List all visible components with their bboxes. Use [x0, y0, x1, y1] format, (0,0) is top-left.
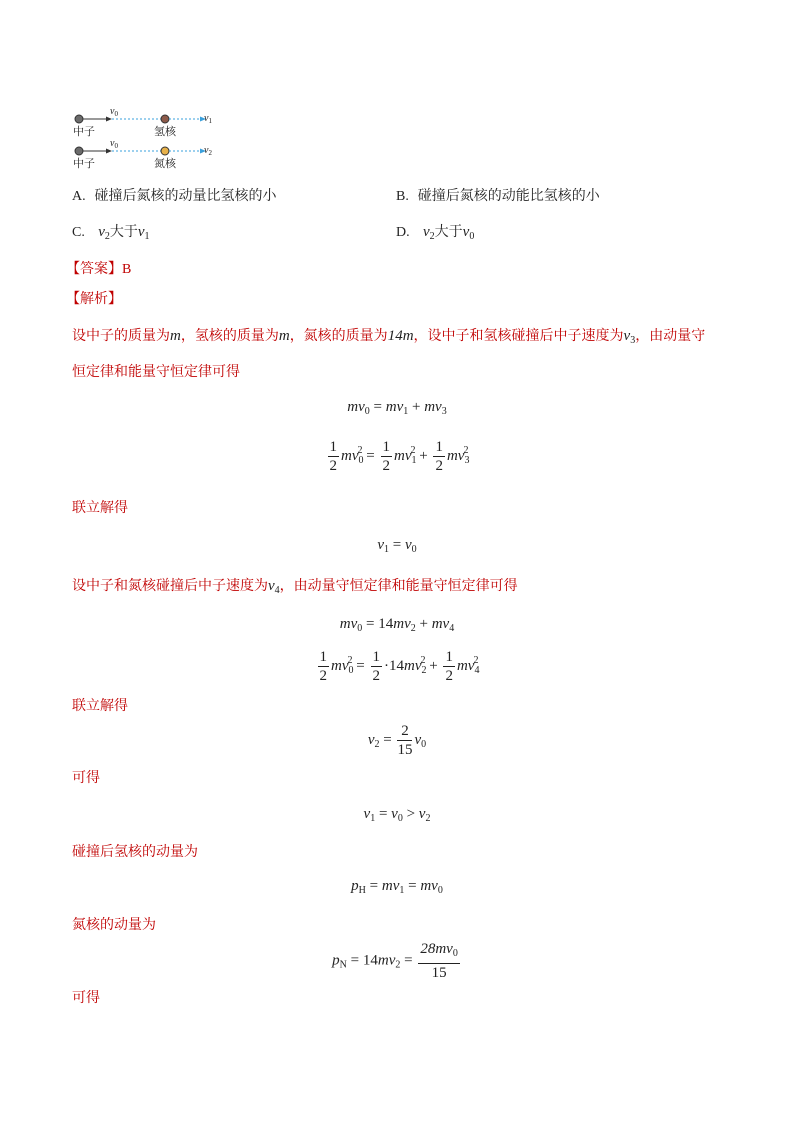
p-n-label: 氮核的动量为 — [72, 917, 156, 933]
neutron-label-row2: 中子 — [73, 157, 95, 170]
answer-value: B — [122, 262, 132, 277]
neutron-ball — [75, 147, 83, 155]
hydrogen-ball — [161, 115, 169, 123]
thus-label-2: 可得 — [72, 990, 100, 1006]
answer-line — [66, 259, 131, 280]
equation-energy-1: $\frac{1}{2}$ $mv_0^2$ = $\frac{1}{2}$ $mv_1^2$ + $\frac{1}{2}$ $mv_3^2$ — [329, 439, 470, 474]
v0-label-row1: $v_0$ — [110, 106, 118, 118]
option-d: D. $v_2$大于$v_0$ — [396, 224, 475, 242]
hydrogen-label: 氢核 — [154, 125, 176, 138]
v2-label: $v_2$ — [204, 145, 212, 157]
combine-label-2: 联立解得 — [72, 698, 128, 714]
option-a: A. 碰撞后氮核的动量比氢核的小 — [72, 188, 277, 204]
equation-momentum-2: $mv_0 = 14mv_2 + mv_4$ — [339, 616, 455, 634]
v1-label: $v_1$ — [204, 113, 212, 125]
equation-compare: $v_1 = v_0 > v_2$ — [363, 806, 431, 824]
v0-label-row2: $v_0$ — [110, 138, 118, 150]
option-b: B. 碰撞后氮核的动能比氢核的小 — [396, 188, 600, 204]
equation-p-hydrogen: $p_H = mv_1 = mv_0$ — [351, 878, 443, 896]
neutron-label-row1: 中子 — [73, 125, 95, 138]
equation-v1-result: $v_1 = v_0$ — [377, 537, 417, 555]
neutron-ball — [75, 115, 83, 123]
equation-p-nitrogen: $p_N = 14mv_2$ = $\frac{28mv_0}{15}$ — [332, 941, 458, 981]
p-h-label: 碰撞后氢核的动量为 — [72, 844, 198, 860]
nitrogen-label: 氮核 — [154, 157, 176, 170]
combine-label-1: 联立解得 — [72, 500, 128, 516]
equation-momentum-1: $mv_0 = mv_1 + mv_3$ — [347, 399, 447, 417]
analysis-label: 【解析】 — [66, 291, 122, 307]
option-c: C. $v_2$大于$v_1$ — [72, 224, 150, 242]
nitrogen-ball — [161, 147, 169, 155]
para1-line2: 恒定律和能量守恒定律可得 — [72, 364, 240, 380]
para1-line1: 设中子的质量为m，氢核的质量为m，氮核的质量为14m，设中子和氢核碰撞后中子速度为$v_3$，由动量守 — [72, 328, 706, 346]
thus-label-1: 可得 — [72, 770, 100, 786]
equation-v2-result: $v_2$ = $\frac{2}{15}$ $v_0$ — [367, 723, 427, 758]
answer-label: 【答案】 — [66, 261, 122, 277]
para2-line: 设中子和氮核碰撞后中子速度为$v_4$，由动量守恒定律和能量守恒定律可得 — [72, 578, 518, 596]
equation-energy-2: $\frac{1}{2}$ $mv_0^2$ = $\frac{1}{2}$ $\cdot 14mv_2^2$ + $\frac{1}{2}$ $mv_4^2$ — [319, 649, 480, 684]
